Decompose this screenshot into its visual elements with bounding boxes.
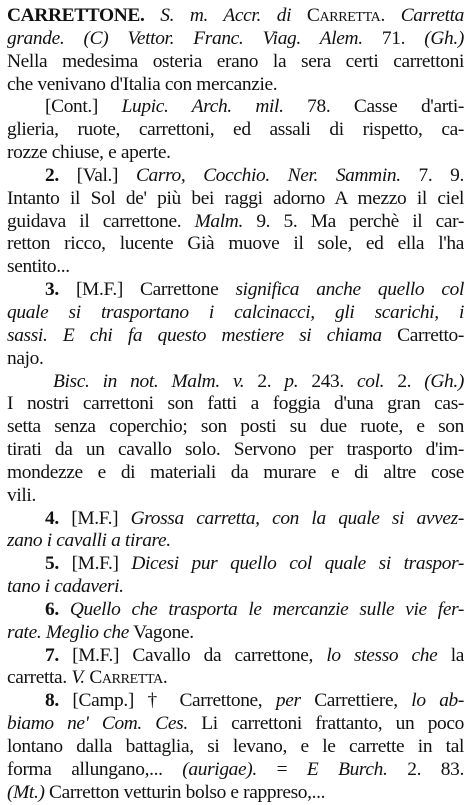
- entry-text: rozze chiuse, e aperte.: [7, 142, 171, 164]
- italic-text: S. m. Accr. di: [144, 5, 307, 26]
- entry-text: mondezze e di materiali da murare e di altre cose: [7, 461, 464, 483]
- entry-text: sentito...: [7, 256, 70, 278]
- entry-line: [7, 51, 464, 74]
- entry-line: [7, 645, 464, 668]
- italic-text: Malm.: [194, 210, 243, 232]
- entry-line: [7, 667, 464, 690]
- entry-text: [M.F.]: [58, 553, 132, 575]
- entry-text: 2.: [384, 370, 425, 392]
- entry-text: [Camp.] † Carrettone,: [58, 690, 276, 712]
- entry-text: [Cont.]: [45, 96, 122, 118]
- entry-line: [7, 28, 464, 51]
- italic-text: grande. (C) Vettor. Franc. Viag. Alem.: [7, 27, 363, 49]
- entry-text: Intanto il Sol de' più bei raggi adorno A mezzo il ciel: [7, 187, 464, 209]
- small-caps-reference: Carretta: [306, 5, 381, 26]
- entry-line: [7, 713, 464, 736]
- entry-line: [7, 416, 464, 439]
- entry-text: 9. 5. Ma perchè il car-: [242, 210, 464, 232]
- entry-line: [7, 690, 464, 713]
- entry-line: [7, 553, 464, 576]
- entry-line: [7, 736, 464, 759]
- entry-line: [7, 599, 464, 622]
- entry-line: [7, 211, 464, 234]
- entry-text: guidava il carrettone.: [7, 210, 195, 232]
- entry-text: Carretton vetturin bolso e rappreso,...: [44, 781, 326, 803]
- entry-line: [7, 622, 464, 645]
- sense-number: 2.: [45, 164, 59, 186]
- entry-text: 78. Casse d'arti-: [283, 96, 464, 118]
- entry-text: =: [256, 758, 307, 780]
- italic-text: rate. Meglio che: [7, 621, 130, 643]
- italic-text: V.: [71, 667, 85, 689]
- entry-text: lontano dalla battaglia, si levano, e le carrette in tal: [7, 736, 464, 757]
- entry-line: [7, 371, 464, 394]
- entry-line: [7, 119, 464, 142]
- entry-line: [7, 325, 464, 348]
- entry-line: [7, 393, 464, 416]
- entry-text: Li carrettoni frattanto, un poco: [187, 713, 464, 735]
- entry-line: [7, 74, 464, 97]
- italic-text: zano i cavalli a tirare.: [7, 530, 171, 552]
- sense-number: 8.: [45, 690, 59, 712]
- entry-line: [7, 96, 464, 119]
- italic-text: per: [275, 690, 301, 712]
- entry-text: la: [437, 644, 464, 666]
- italic-text: (Gh.): [424, 27, 464, 49]
- entry-text: .: [162, 667, 168, 689]
- entry-line: [7, 439, 464, 462]
- sense-number: 5.: [45, 553, 59, 575]
- italic-text: Grossa carretta, con la quale si avvez-: [130, 507, 464, 529]
- italic-text: lo ab-: [411, 690, 464, 712]
- entry-text: setta senza coperchio; son posti su due ruote, e son: [7, 416, 464, 438]
- entry-text: che venivano d'Italia con mercanzie.: [7, 73, 278, 95]
- entry-text: Nella medesima osteria erano la sera certi carrettoni: [7, 50, 464, 72]
- headword: CARRETTONE.: [7, 5, 145, 26]
- small-caps-reference: Carretta: [89, 667, 163, 689]
- italic-text: (Gh.): [424, 370, 464, 392]
- italic-text: quale si trasportano i calcinacci, gli scarichi, i: [7, 301, 464, 323]
- entry-line: [7, 165, 464, 188]
- italic-text: col.: [357, 370, 385, 392]
- entry-text: 2. 83.: [387, 758, 464, 780]
- entry-line: [7, 348, 464, 371]
- entry-line: [7, 302, 464, 325]
- entry-text: retton ricco, lucente Già muove il sole, ed ella l'ha: [7, 233, 464, 255]
- italic-text: significa anche quello col: [235, 279, 464, 301]
- entry-line: [7, 279, 464, 302]
- entry-text: 7. 9.: [400, 164, 464, 186]
- entry-line: [7, 462, 464, 485]
- italic-text: p.: [284, 370, 299, 392]
- entry-text: Vagone.: [129, 621, 194, 643]
- italic-text: (aurigae).: [182, 758, 257, 780]
- entry-text: 2.: [244, 370, 285, 392]
- entry-line: [7, 256, 464, 279]
- italic-text: lo stesso che: [326, 644, 438, 666]
- entry-text: tirati da un cavallo solo. Servono per trasporto d'im-: [7, 439, 464, 461]
- entry-text: .: [380, 5, 401, 26]
- sense-number: 6.: [45, 598, 59, 620]
- italic-text: Carretta: [400, 5, 464, 26]
- italic-text: Carro, Cocchio. Ner. Sammin.: [135, 164, 401, 186]
- sense-number: 7.: [45, 644, 59, 666]
- entry-text: carretta.: [7, 667, 72, 689]
- entry-line: [7, 530, 464, 553]
- entry-text: [M.F.] Carrettone: [58, 279, 236, 301]
- entry-text: [Val.]: [58, 164, 136, 186]
- entry-text: najo.: [7, 347, 44, 369]
- entry-text: I nostri carrettoni son fatti a foggia d'una gran cas-: [7, 393, 464, 415]
- entry-text: [M.F.] Cavallo da carrettone,: [58, 644, 327, 666]
- italic-text: sassi. E chi fa questo mestiere si chiama: [7, 324, 382, 346]
- entry-line: [7, 508, 464, 531]
- entry-text: 243.: [298, 370, 358, 392]
- entry-text: glieria, ruote, carrettoni, ed assali di rispetto, ca-: [7, 119, 464, 141]
- entry-line: [7, 233, 464, 256]
- italic-text: tano i cadaveri.: [7, 576, 124, 598]
- italic-text: biamo ne' Com. Ces.: [7, 713, 188, 735]
- entry-line: [7, 142, 464, 165]
- sense-number: 4.: [45, 507, 59, 529]
- italic-text: Quello che trasporta le mercanzie sulle vie fer-: [69, 598, 464, 620]
- italic-text: Dicesi pur quello col quale si traspor-: [131, 553, 464, 575]
- entry-text: Carrettiere,: [300, 690, 412, 712]
- entry-text: [M.F.]: [58, 507, 131, 529]
- entry-text: Carretto-: [381, 324, 464, 346]
- sense-number: 3.: [45, 279, 59, 301]
- entry-text: forma allungano,...: [7, 758, 183, 780]
- italic-text: (Mt.): [7, 781, 45, 803]
- italic-text: E Burch.: [306, 758, 388, 780]
- italic-text: Lupic. Arch. mil.: [121, 96, 284, 118]
- entry-line: [7, 782, 464, 805]
- entry-line: [7, 188, 464, 211]
- entry-line: [7, 485, 464, 508]
- italic-text: Bisc. in not. Malm. v.: [53, 370, 245, 392]
- entry-line: [7, 576, 464, 599]
- entry-line: [7, 5, 464, 28]
- entry-text: [59, 599, 70, 620]
- dictionary-entry-carrettone: [7, 5, 464, 805]
- entry-text: vili.: [7, 484, 36, 506]
- entry-line: [7, 759, 464, 782]
- entry-text: 71.: [362, 27, 425, 49]
